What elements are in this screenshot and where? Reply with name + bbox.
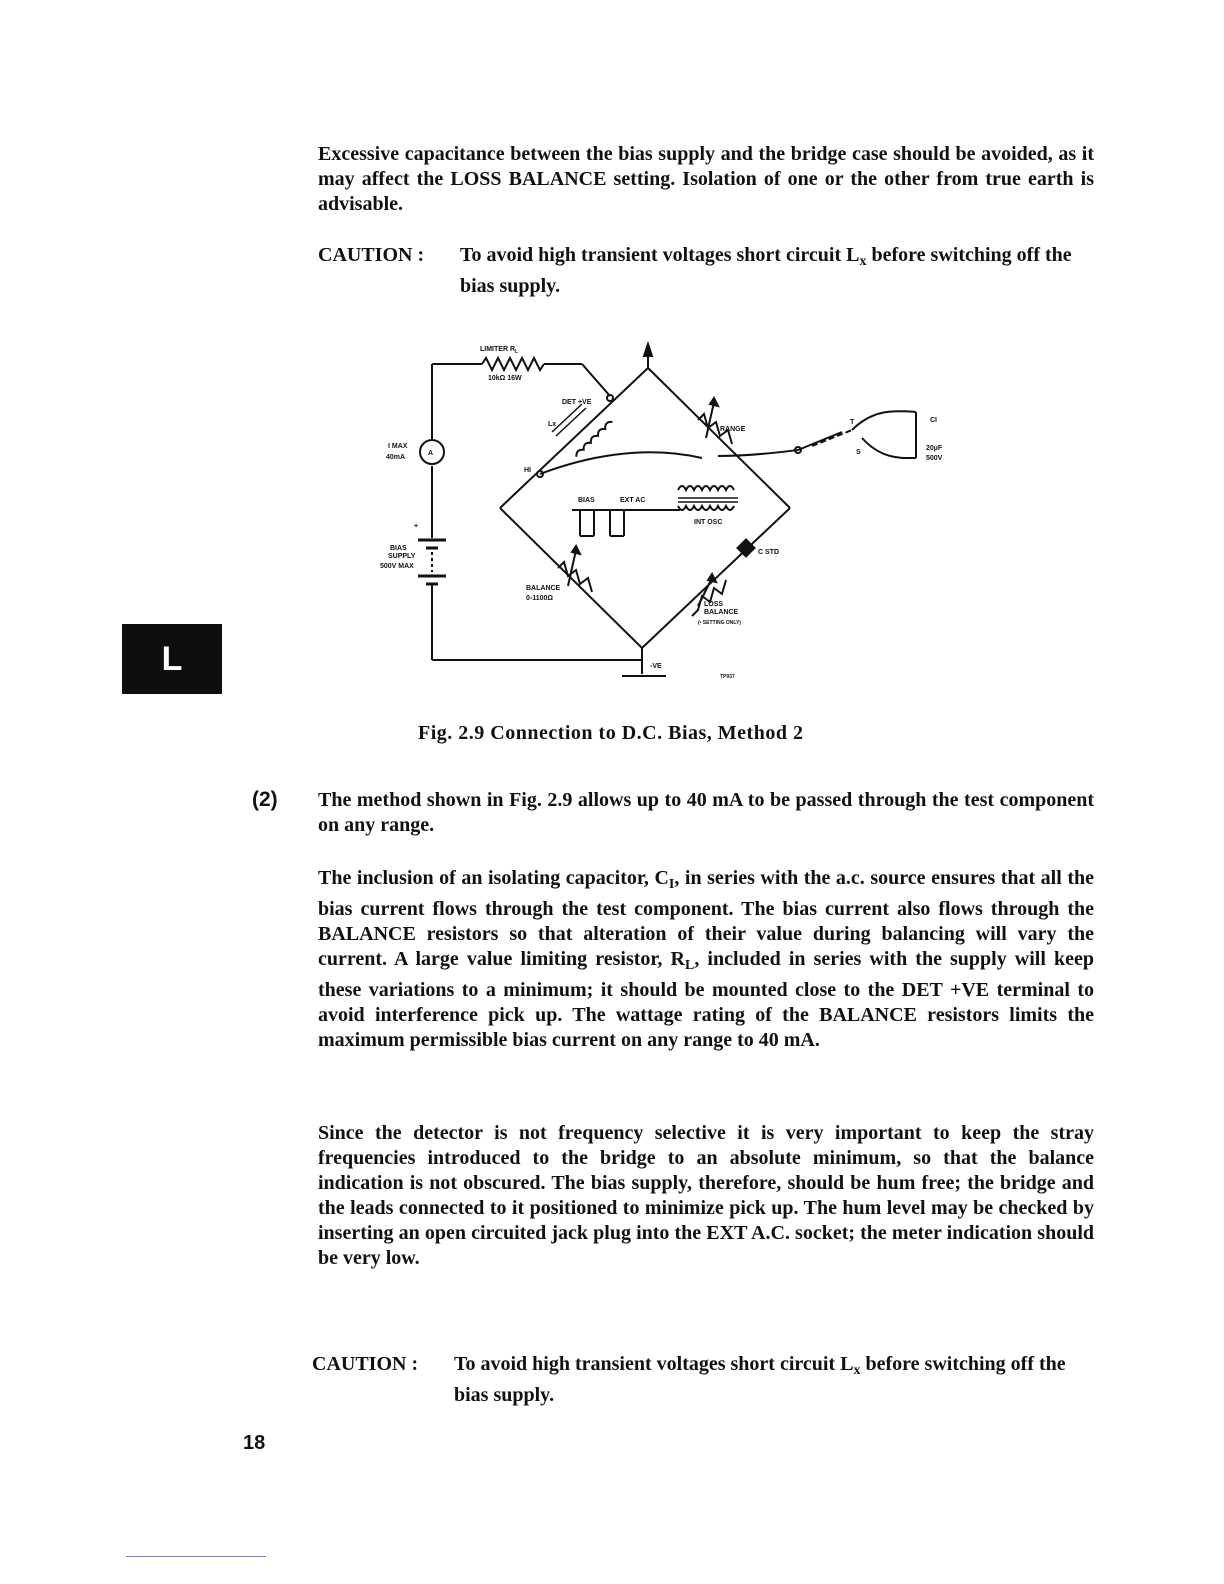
bridge-arm-lower-left	[500, 508, 642, 648]
capacitor-paragraph: The inclusion of an isolating capacitor, $C_I$, in series with the a.c. source ensures that all the bias current flows through the test component. The bias current also flows through the BALANCE resistors so that alteration of their value during balancing will vary the current. A large value limiting resistor, $R_L$, included in series with the supply will keep these variations to a minimum; it should be mounted close to the DET +VE terminal to avoid interference pick up. The wattage rating of the BALANCE resistors limits the maximum permissible bias current on any range to 40 mA.	[318, 867, 1094, 1051]
balance-value: 0-1100Ω	[526, 595, 554, 602]
meter-symbol: A	[428, 450, 434, 457]
bias-supply-label-2: SUPPLY	[388, 553, 416, 560]
bias-jack-label: BIAS	[578, 497, 595, 504]
ci-label: CI	[930, 417, 937, 424]
imax-value: 40mA	[386, 454, 406, 461]
detector-paragraph: Since the detector is not frequency selective it is very important to keep the stray frequencies introduced to the bridge to an absolute minimum, so that the balance indication is not obscured. The bias supply, therefore, should be hum free; the bridge and the leads connected to it positioned to minimize pick up. The hum level may be checked by inserting an open circuited jack plug into the EXT A.C. socket; the meter indication should be very low.	[318, 1122, 1094, 1269]
loss-note: (• SETTING ONLY)	[698, 620, 741, 626]
range-label: RANGE	[720, 426, 746, 433]
figure-caption: Fig. 2.9 Connection to D.C. Bias, Method 2	[418, 722, 804, 744]
item-number: (2)	[252, 788, 278, 811]
det-label: DET +VE	[562, 399, 592, 406]
cap-value-1: 20µF	[926, 445, 943, 452]
s-label: S	[856, 449, 861, 456]
page-number: 18	[243, 1432, 266, 1454]
limiter-label: LIMITER $R_L$	[480, 346, 519, 355]
neg-label: -VE	[650, 663, 662, 670]
loss-balance-label: BALANCE	[704, 609, 739, 616]
caution-note-top	[318, 243, 1098, 299]
caution-note-bottom	[312, 1352, 1092, 1408]
figure-ref: TP937	[720, 674, 735, 680]
plus-sign: +	[414, 523, 419, 530]
balance-label: BALANCE	[526, 585, 561, 592]
bias-supply-label-1: BIAS	[390, 545, 407, 552]
bridge-arm-lower-right	[642, 508, 790, 648]
method-paragraph: The method shown in Fig. 2.9 allows up to 40 mA to be passed through the test component on any range.	[318, 789, 1095, 836]
bias-circuit-diagram	[372, 340, 943, 690]
caution-text: To avoid high transient voltages short circuit $L_x$ before switching off the bias supply.	[460, 244, 1072, 297]
lx-label: Lx	[548, 421, 557, 428]
t-label: T	[850, 419, 855, 426]
limiter-value: 10kΩ 16W	[488, 375, 522, 382]
imax-label: I MAX	[388, 443, 408, 450]
loss-label: LOSS	[704, 601, 724, 608]
int-osc-label: INT OSC	[694, 519, 723, 526]
intro-paragraph: Excessive capacitance between the bias supply and the bridge case should be avoided, as it may affect the LOSS BALANCE setting. Isolation of one or the other from true earth is advisable.	[318, 143, 1094, 215]
ext-ac-label: EXT AC	[620, 497, 646, 504]
caution-label: CAUTION :	[318, 244, 425, 266]
cap-value-2: 500V	[926, 455, 943, 462]
footer-rule	[126, 1556, 266, 1557]
caution-text: To avoid high transient voltages short circuit $L_x$ before switching off the bias supply.	[454, 1353, 1066, 1406]
caution-label: CAUTION :	[312, 1353, 419, 1375]
bridge-arm-upper-left	[500, 368, 648, 508]
section-tab: L	[122, 624, 222, 694]
cstd-label: C STD	[758, 549, 779, 556]
hi-label: HI	[524, 467, 531, 474]
bias-supply-label-3: 500V MAX	[380, 563, 414, 570]
